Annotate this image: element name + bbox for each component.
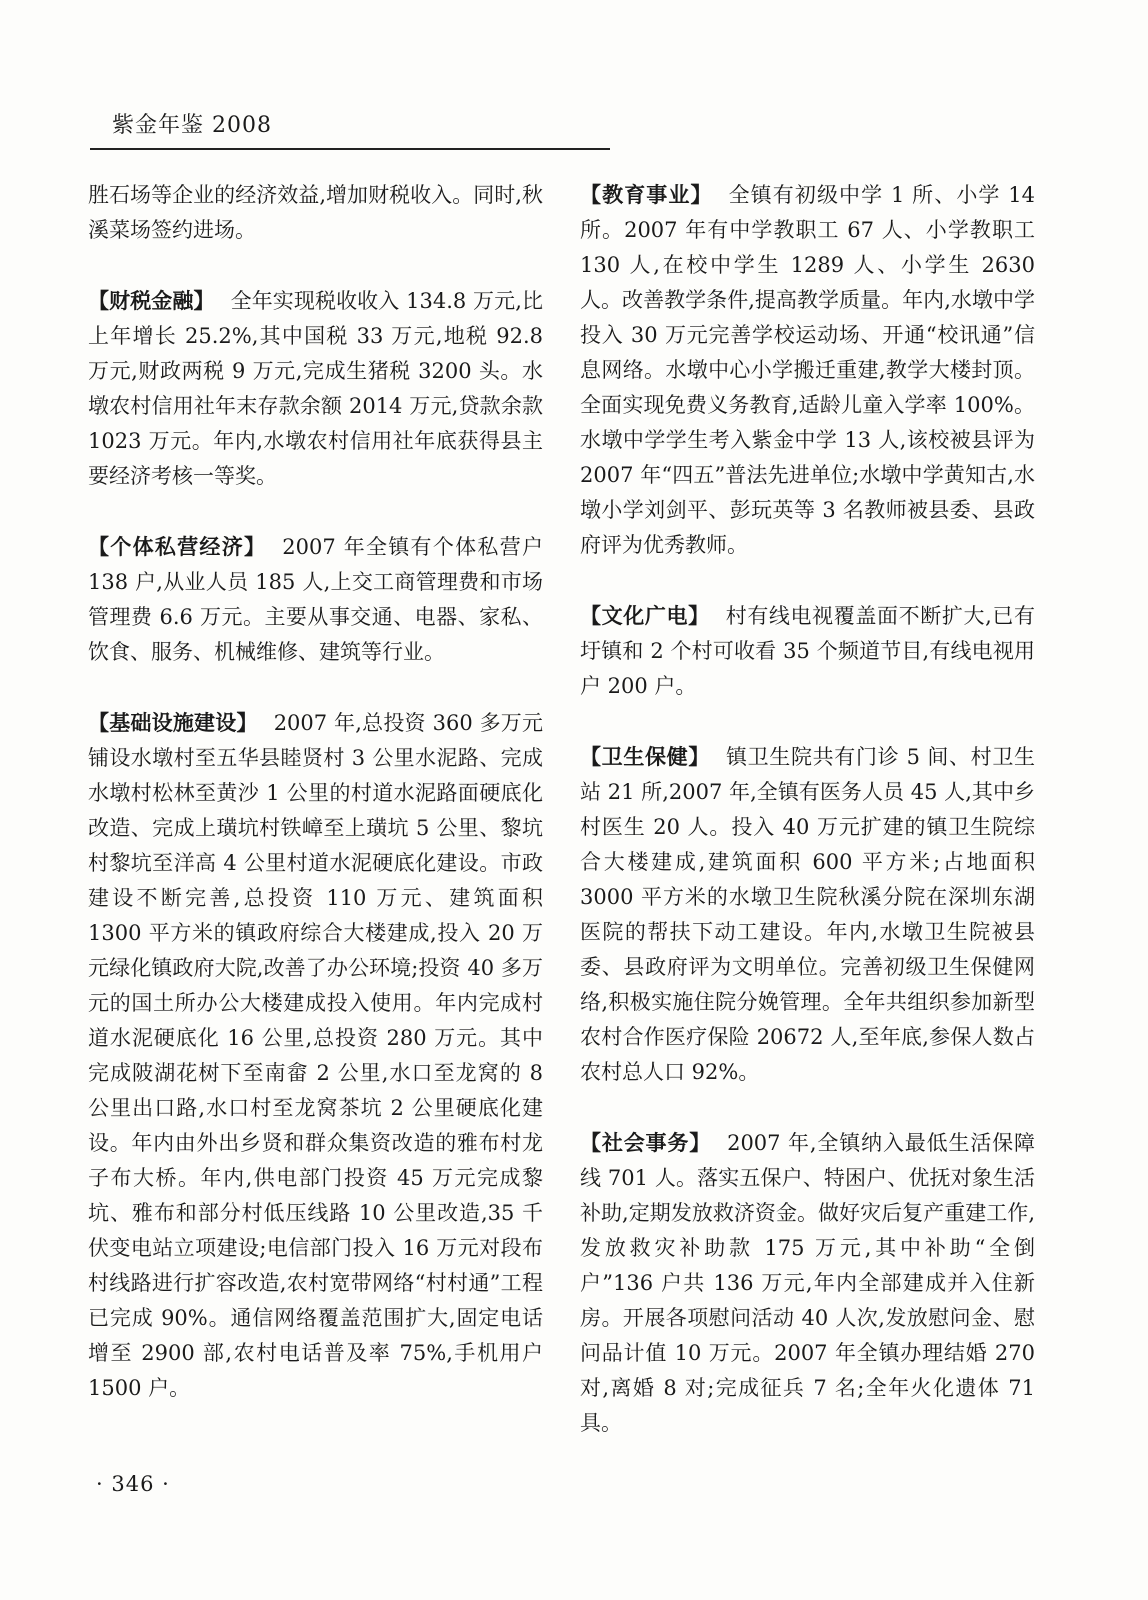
section-title: 【卫生保健】 xyxy=(580,745,710,769)
section-social-affairs xyxy=(580,1126,1035,1441)
section-private-economy xyxy=(88,530,543,670)
section-body: 全镇有初级中学 1 所、小学 14 所。2007 年有中学教职工 67 人、小学教职工 130 人,在校中学生 1289 人、小学生 2630 人。改善教学条件,提高教学质量。年内,水墩中学投入 30 万元完善学校运动场、开通“校讯通”信息网络。水墩中心小学搬迁重建,教学大楼封顶。全面实现免费义务教育,适龄儿童入学率 100%。水墩中学学生考入紫金中学 13 人,该校被县评为 2007 年“四五”普法先进单位;水墩中学黄知古,水墩小学刘剑平、彭玩英等 3 名教师被县委、县政府评为优秀教师。 xyxy=(580,183,1036,557)
section-title: 【社会事务】 xyxy=(580,1131,712,1155)
section-body: 2007 年,全镇纳入最低生活保障线 701 人。落实五保户、特困户、优抚对象生活补助,定期发放救济资金。做好灾后复产重建工作,发放救灾补助款 175 万元,其中补助“全倒户”136 户共 136 万元,年内全部建成并入住新房。开展各项慰问活动 40 人次,发放慰问金、慰问品计值 10 万元。2007 年全镇办理结婚 270 对,离婚 8 对;完成征兵 7 名;全年火化遗体 71 具。 xyxy=(580,1131,1036,1435)
running-header: 紫金年鉴 2008 xyxy=(112,113,272,138)
section-title: 【教育事业】 xyxy=(580,183,713,207)
section-health xyxy=(580,740,1035,1090)
section-title: 【财税金融】 xyxy=(88,289,215,313)
section-body: 2007 年全镇有个体私营户 138 户,从业人员 185 人,上交工商管理费和市场管理费 6.6 万元。主要从事交通、电器、家私、饮食、服务、机械维修、建筑等行业。 xyxy=(88,535,543,664)
section-title: 【文化广电】 xyxy=(580,604,710,628)
section-infrastructure xyxy=(88,706,543,1406)
left-column xyxy=(88,178,543,1442)
section-tax-finance xyxy=(88,284,543,494)
section-title: 【个体私营经济】 xyxy=(88,535,267,559)
header-rule xyxy=(90,148,610,150)
section-culture-broadcast xyxy=(580,599,1035,704)
page-number: · 346 · xyxy=(96,1472,170,1496)
section-body: 村有线电视覆盖面不断扩大,已有圩镇和 2 个村可收看 35 个频道节目,有线电视用户 200 户。 xyxy=(580,604,1035,698)
section-education xyxy=(580,178,1035,563)
section-body: 全年实现税收收入 134.8 万元,比上年增长 25.2%,其中国税 33 万元,地税 92.8 万元,财政两税 9 万元,完成生猪税 3200 头。水墩农村信用社年末存款余额 2014 万元,贷款余款 1023 万元。年内,水墩农村信用社年底获得县主要经济考核一等奖。 xyxy=(88,289,543,488)
section-title: 【基础设施建设】 xyxy=(88,711,258,735)
section-body: 镇卫生院共有门诊 5 间、村卫生站 21 所,2007 年,全镇有医务人员 45 人,其中乡村医生 20 人。投入 40 万元扩建的镇卫生院综合大楼建成,建筑面积 600 平方米;占地面积 3000 平方米的水墩卫生院秋溪分院在深圳东湖医院的帮扶下动工建设。年内,水墩卫生院被县委、县政府评为文明单位。完善初级卫生保健网络,积极实施住院分娩管理。全年共组织参加新型农村合作医疗保险 20672 人,至年底,参保人数占农村总人口 92%。 xyxy=(580,745,1035,1084)
right-column xyxy=(580,178,1035,1477)
continued-paragraph: 胜石场等企业的经济效益,增加财税收入。同时,秋溪菜场签约进场。 xyxy=(88,183,543,242)
section-body: 2007 年,总投资 360 多万元铺设水墩村至五华县睦贤村 3 公里水泥路、完成水墩村松林至黄沙 1 公里的村道水泥路面硬底化改造、完成上璜坑村铁嶂至上璜坑 5 公里、黎坑村黎坑至洋高 4 公里村道水泥硬底化建设。市政建设不断完善,总投资 110 万元、建筑面积 1300 平方米的镇政府综合大楼建成,投入 20 万元绿化镇政府大院,改善了办公环境;投资 40 多万元的国土所办公大楼建成投入使用。年内完成村道水泥硬底化 16 公里,总投资 280 万元。其中完成陂湖花树下至南畲 2 公里,水口至龙窝的 8 公里出口路,水口村至龙窝茶坑 2 公里硬底化建设。年内由外出乡贤和群众集资改造的雅布村龙子布大桥。年内,供电部门投资 45 万元完成黎坑、雅布和部分村低压线路 10 公里改造,35 千伏变电站立项建设;电信部门投入 16 万元对段布村线路进行扩容改造,农村宽带网络“村村通”工程已完成 90%。通信网络覆盖范围扩大,固定电话增至 2900 部,农村电话普及率 75%,手机用户 1500 户。 xyxy=(88,711,544,1400)
